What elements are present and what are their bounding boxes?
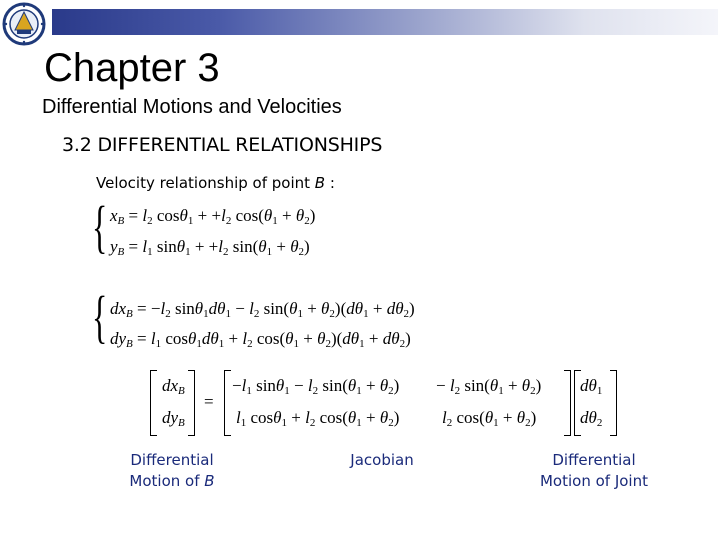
caption-left-point: B bbox=[204, 472, 215, 490]
caption-differential-motion-b bbox=[112, 450, 232, 492]
matrix-equation bbox=[150, 370, 630, 440]
rhs-dtheta2: $d\theta_2$ bbox=[580, 408, 603, 429]
intro-label: Velocity relationship of point bbox=[96, 174, 315, 192]
caption-jacobian bbox=[332, 450, 432, 471]
rhs-dtheta1: $d\theta_1$ bbox=[580, 376, 603, 397]
equation-dxb: $dx_B = -l_2$ $\sin\theta_1d\theta_1 - l_2$ $\sin(\theta_1 + \theta_2)(d\theta_1 + d\theta_2)$ bbox=[110, 299, 415, 320]
jacobian-r2c2: $l_2$ $\cos(\theta_1 + \theta_2)$ bbox=[442, 408, 537, 429]
jacobian-r2c1: $l_1$ $\cos\theta_1 + l_2$ $\cos(\theta_1 + \theta_2)$ bbox=[236, 408, 400, 429]
jacobian-r1c2: − $l_2$ $\sin(\theta_1 + \theta_2)$ bbox=[436, 376, 542, 397]
university-seal-icon bbox=[2, 2, 46, 46]
header-band bbox=[52, 9, 718, 35]
differential-equations bbox=[92, 284, 472, 354]
lhs-dxb: $dx_B$ bbox=[162, 376, 185, 397]
caption-right-line2: Motion of Joint bbox=[539, 472, 648, 490]
lhs-dyb: $dy_B$ bbox=[162, 408, 185, 429]
rhs-right-bracket bbox=[610, 370, 617, 436]
caption-left-line2-wrap bbox=[112, 471, 232, 492]
jacobian-left-bracket bbox=[224, 370, 231, 436]
lhs-right-bracket bbox=[188, 370, 195, 436]
intro-colon: : bbox=[325, 174, 335, 192]
jacobian-r1c1: $-l_1$ $\sin\theta_1 - l_2$ $\sin(\theta_1 + \theta_2)$ bbox=[232, 376, 400, 397]
caption-right-line1: Differential bbox=[552, 451, 636, 469]
left-brace-icon: { bbox=[92, 284, 108, 349]
equals-sign: = bbox=[204, 392, 214, 411]
intro-point: B bbox=[314, 174, 326, 192]
caption-differential-motion-joint bbox=[524, 450, 664, 492]
caption-left-line2: Motion of bbox=[129, 472, 205, 490]
slide-subtitle: Differential Motions and Velocities bbox=[42, 96, 342, 118]
caption-left-line1: Differential bbox=[130, 451, 214, 469]
equation-yb: $y_B = l_1$ $\sin\theta_1 + +l_2$ $\sin(\theta_1 + \theta_2)$ bbox=[110, 237, 310, 258]
caption-middle: Jacobian bbox=[350, 451, 414, 469]
intro-text bbox=[96, 172, 335, 194]
position-equations bbox=[92, 194, 372, 264]
slide-title: Chapter 3 bbox=[44, 46, 220, 90]
left-brace-icon: { bbox=[92, 194, 108, 259]
section-heading: 3.2 DIFFERENTIAL RELATIONSHIPS bbox=[62, 134, 383, 156]
jacobian-right-bracket bbox=[564, 370, 571, 436]
equation-dyb: $dy_B = l_1$ $\cos\theta_1d\theta_1 + l_2$ $\cos(\theta_1 + \theta_2)(d\theta_1 + d\theta_2)$ bbox=[110, 329, 411, 350]
equation-xb: $x_B = l_2$ $\cos\theta_1 + +l_2$ $\cos(\theta_1 + \theta_2)$ bbox=[110, 206, 316, 227]
lhs-left-bracket bbox=[150, 370, 157, 436]
